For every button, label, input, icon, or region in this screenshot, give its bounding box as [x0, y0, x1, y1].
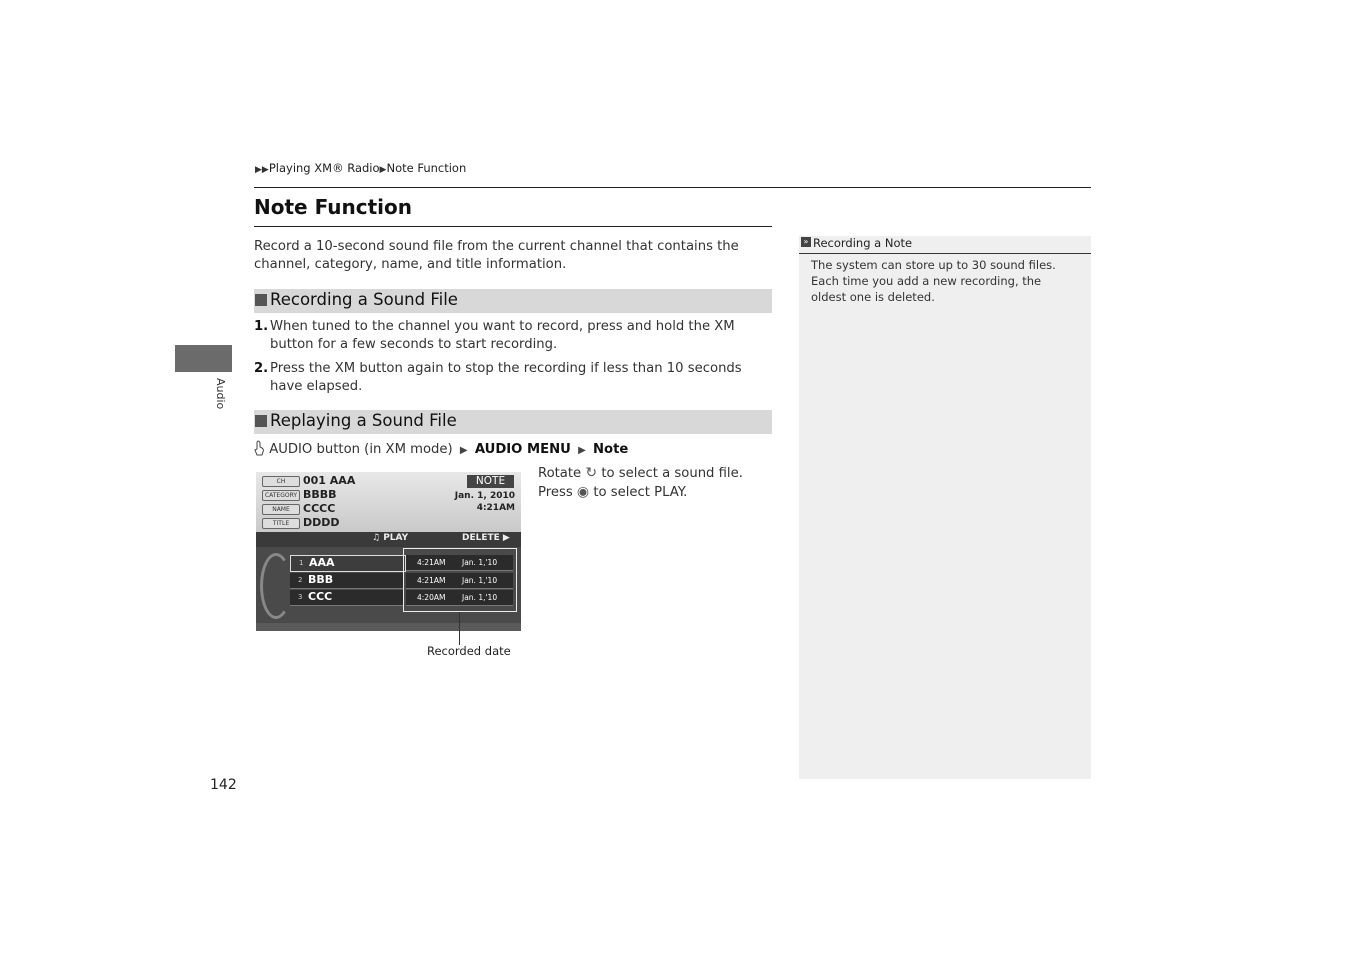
- screen-label-title: TITLE: [262, 518, 300, 529]
- breadcrumb-item: Note Function: [386, 161, 467, 175]
- screen-play-text: PLAY: [383, 533, 409, 543]
- side-note-body: The system can store up to 30 sound files. Each time you add a new recording, the oldest one is deleted.: [811, 258, 1056, 304]
- side-note-heading: Recording a Note: [813, 236, 913, 250]
- breadcrumb-arrow-icon: ▶: [379, 165, 387, 175]
- section-heading-replaying: [254, 410, 772, 434]
- screen-action-bar: [256, 532, 521, 547]
- screen-footer: [256, 623, 521, 631]
- row-time: 4:21AM: [417, 558, 446, 567]
- section-heading-label: Recording a Sound File: [270, 290, 458, 309]
- path-arrow-icon: ▶: [578, 445, 586, 456]
- square-bullet-icon: [255, 415, 267, 427]
- step-text: When tuned to the channel you want to record, press and hold the XM button for a few seconds to start recording.: [270, 319, 735, 352]
- interface-dial-press-icon: ◉: [576, 484, 590, 500]
- section-heading-recording: [254, 289, 772, 313]
- screen-date: Jan. 1, 2010: [454, 491, 515, 501]
- screen-info-area: [256, 472, 521, 532]
- row-date: Jan. 1,'10: [462, 558, 498, 567]
- header-divider: [254, 187, 1091, 188]
- path-arrow-icon: ▶: [459, 445, 468, 456]
- step-item: [254, 318, 772, 354]
- screen-value-title: DDDD: [303, 516, 340, 529]
- screen-list-row: [290, 590, 404, 606]
- instruction-end: to select: [593, 485, 650, 500]
- instruction-period: .: [683, 485, 688, 500]
- step-item: [254, 360, 772, 396]
- row-title: CCC: [308, 590, 333, 603]
- row-time: 4:20AM: [417, 593, 446, 602]
- recorded-date-highlight: [403, 548, 517, 612]
- screen-label-category: CATEGORY: [262, 490, 300, 501]
- menu-path-item: Note: [592, 442, 629, 457]
- intro-paragraph: Record a 10-second sound file from the current channel that contains the channel, category, name, and title information.: [254, 239, 739, 272]
- screen-delete-text: DELETE: [462, 533, 500, 543]
- instruction-rotate: Rotate: [538, 466, 582, 481]
- row-date: Jan. 1,'10: [462, 593, 498, 602]
- screen-value-name: CCCC: [303, 502, 336, 515]
- row-title: AAA: [309, 556, 335, 569]
- section-heading-label: Replaying a Sound File: [270, 411, 457, 430]
- callout-line: [459, 612, 460, 645]
- row-number: 3: [298, 593, 303, 601]
- screen-delete-label: DELETE ▶: [462, 533, 510, 543]
- screen-list-row: [290, 573, 404, 589]
- title-divider: [254, 226, 772, 227]
- step-number: 1.: [254, 319, 269, 334]
- instruction-play: PLAY: [654, 485, 684, 500]
- row-date: Jan. 1,'10: [462, 576, 498, 585]
- page-title: Note Function: [254, 195, 412, 219]
- instruction-text: [538, 464, 774, 502]
- screen-play-label: ♫ PLAY: [372, 533, 409, 543]
- square-bullet-icon: [255, 294, 267, 306]
- breadcrumb-item[interactable]: Playing XM® Radio: [268, 161, 380, 175]
- side-note-panel: [799, 236, 1091, 779]
- side-note-header: [799, 236, 1091, 254]
- row-time: 4:21AM: [417, 576, 446, 585]
- instruction-mid: to select a sound file. Press: [538, 466, 743, 500]
- screen-time: 4:21AM: [476, 503, 515, 513]
- step-text: Press the XM button again to stop the recording if less than 10 seconds have elapsed.: [270, 361, 742, 394]
- hand-press-icon: [254, 440, 265, 456]
- screen-list-row: [290, 555, 406, 572]
- breadcrumb: [255, 161, 466, 175]
- screen-value-ch: 001 AAA: [303, 474, 356, 487]
- screen-label-ch: CH: [262, 476, 300, 487]
- step-number: 2.: [254, 361, 269, 376]
- chapter-tab[interactable]: [175, 345, 232, 372]
- callout-label: Recorded date: [427, 644, 511, 658]
- note-screen-image: [256, 472, 521, 631]
- dial-graphic-icon: [260, 553, 292, 619]
- page-number: 142: [210, 777, 237, 793]
- row-number: 1: [299, 559, 304, 567]
- row-title: BBB: [308, 573, 334, 586]
- screen-value-category: BBBB: [303, 488, 337, 501]
- menu-path-prefix: AUDIO button (in XM mode): [269, 442, 453, 457]
- screen-label-name: NAME: [262, 504, 300, 515]
- row-number: 2: [298, 576, 303, 584]
- interface-dial-rotate-icon: ↻: [585, 465, 598, 481]
- menu-path: [254, 440, 628, 457]
- chapter-tab-label: Audio: [214, 378, 227, 410]
- note-marker-icon: »: [801, 237, 811, 247]
- menu-path-menu: AUDIO MENU: [474, 442, 571, 457]
- breadcrumb-arrow-icon: ▶▶: [255, 165, 269, 175]
- screen-note-tag: NOTE: [467, 475, 514, 488]
